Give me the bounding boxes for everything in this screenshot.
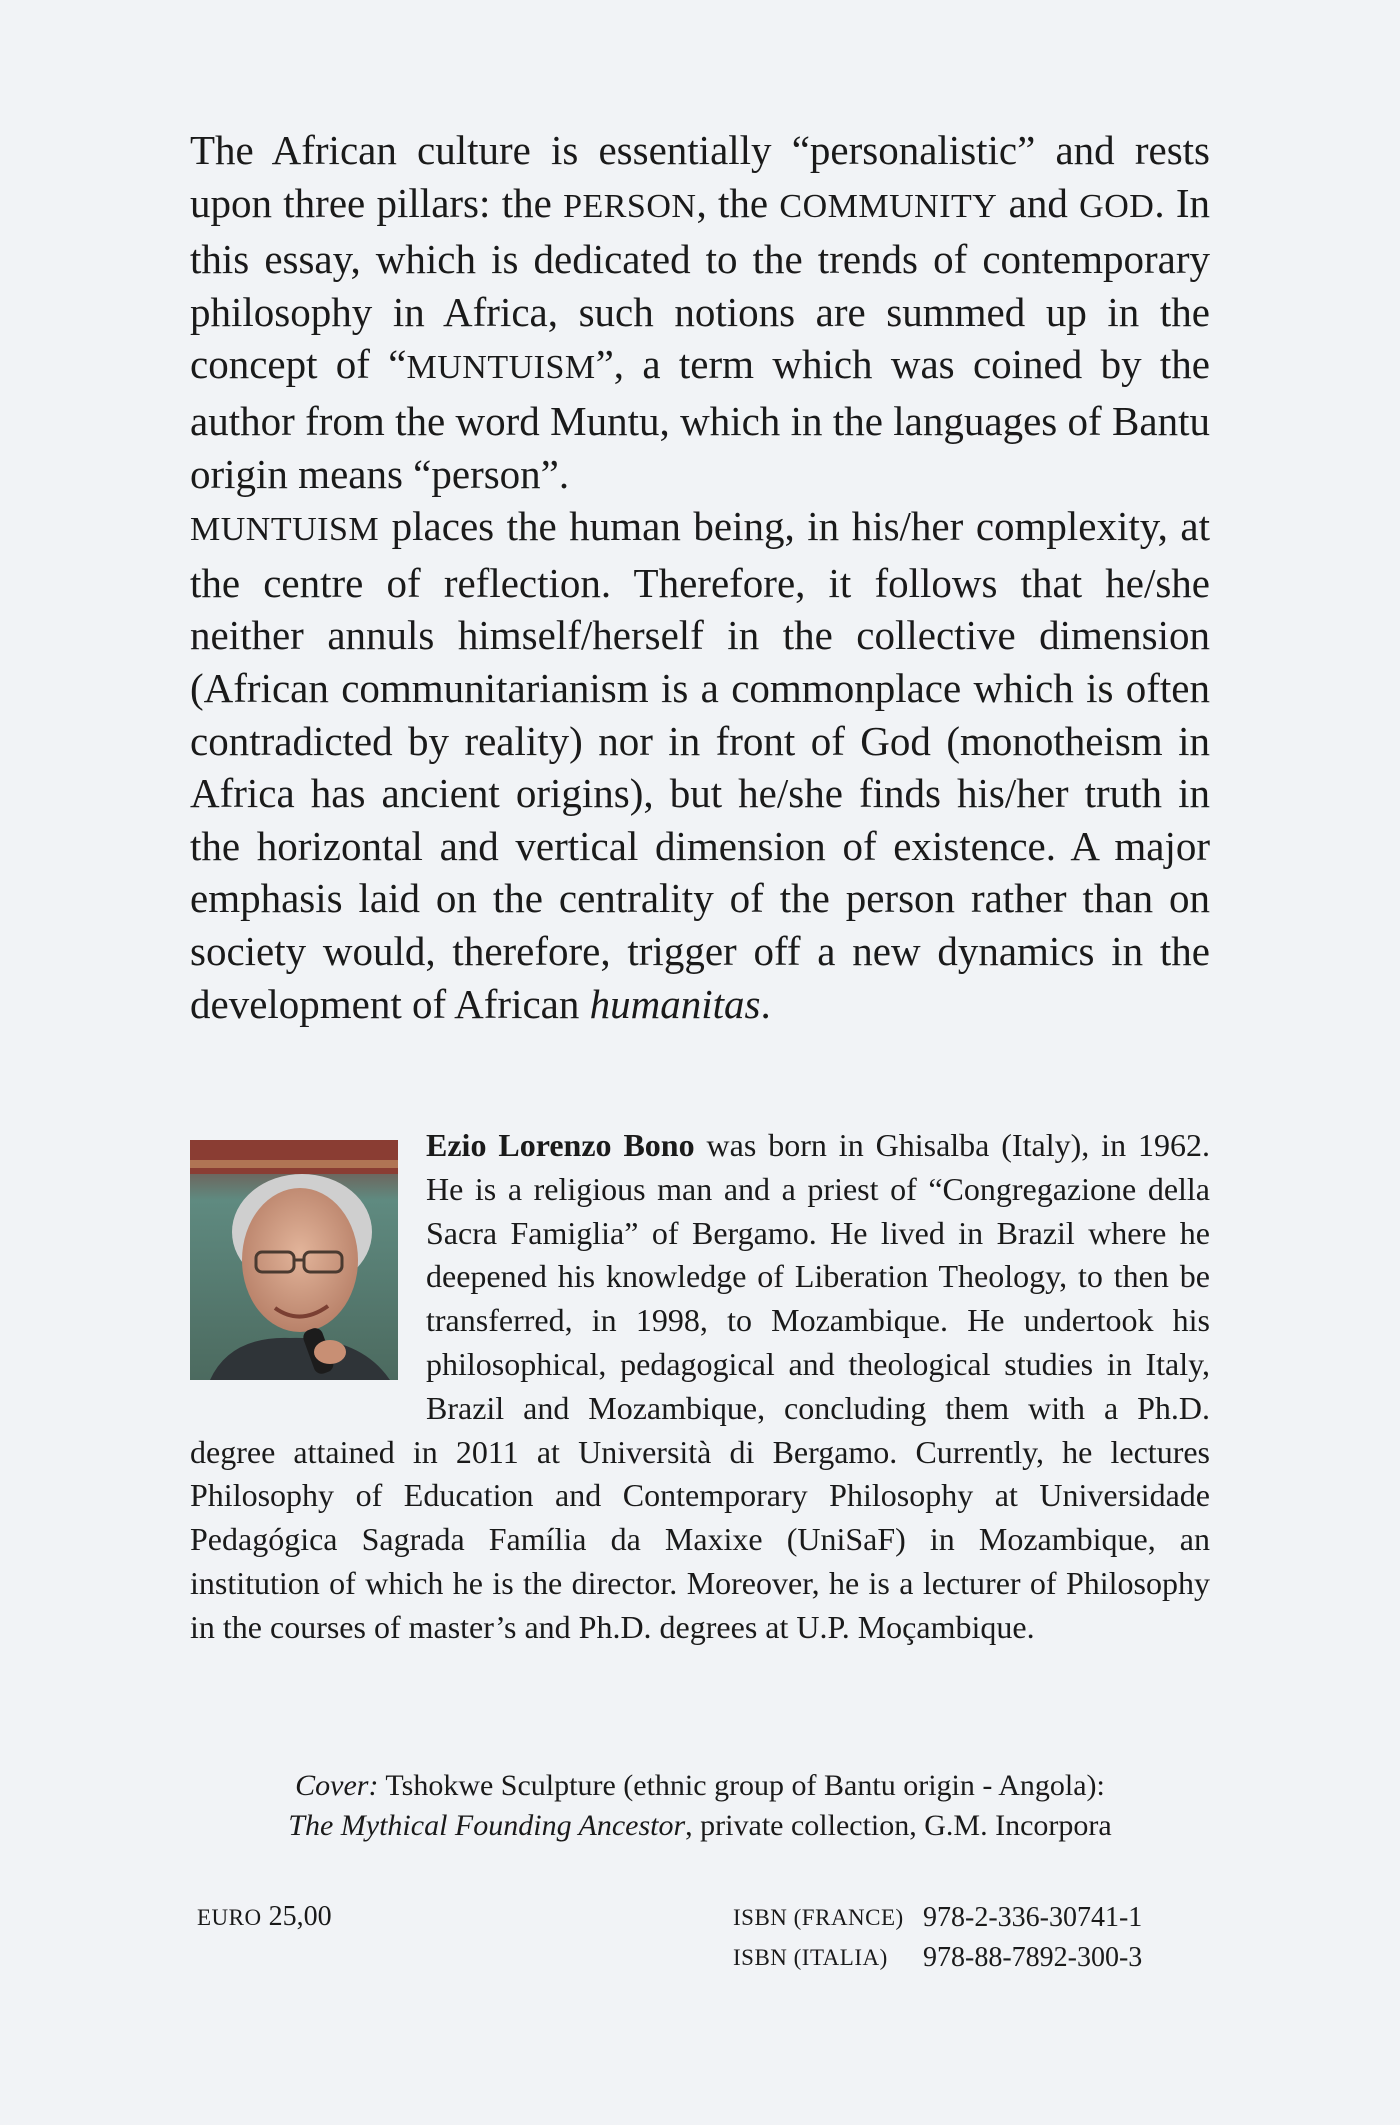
- description-paragraph-2: MUNTUISM places the human being, in his/her complexity, at the centre of reflection. Therefore, it follows that he/she neither annuls himself/herself in the collective dimension (African communitarianism is a commonplace which is often contradicted by reality) nor in front of God (monotheism in Africa has ancient origins), but he/she finds his/her truth in the horizontal and vertical dimension of existence. A major emphasis laid on the centrality of the person rather than on society would, therefore, trigger off a new dynamics in the development of African humanitas.: [190, 503, 1210, 1027]
- author-name: Ezio Lorenzo Bono: [426, 1127, 695, 1163]
- term-person: PERSON: [563, 187, 697, 225]
- book-description: [190, 124, 1210, 1030]
- author-bio-text: was born in Ghisalba (Italy), in 1962. He is a religious man and a priest of “Congregazione della Sacra Famiglia” of Bergamo. He lived in Brazil where he deepened his knowledge of Liberation Theology, to then be transferred, in 1998, to Mozambique. He undertook his philosophical, pedagogical and theological studies in Italy, Brazil and Mozambique, concluding them with a Ph.D. degree attained in 2011 at Università di Bergamo. Currently, he lectures Philosophy of Education and Contemporary Philosophy at Universidade Pedagógica Sagrada Família da Maxixe (UniSaF) in Mozambique, an institution of which he is the director. Moreover, he is a lecturer of Philosophy in the courses of master’s and Ph.D. degrees at U.P. Moçambique.: [190, 1127, 1211, 1645]
- isbn-row-france: [733, 1898, 1142, 1938]
- isbn-label: ISBN (ITALIA): [733, 1945, 888, 1970]
- isbn-block: [733, 1898, 1142, 1978]
- isbn-label: ISBN (FRANCE): [733, 1905, 904, 1930]
- term-community: COMMUNITY: [779, 187, 998, 225]
- isbn-value: 978-88-7892-300-3: [923, 1942, 1143, 1973]
- term-humanitas: humanitas: [589, 980, 761, 1027]
- price-amount: 25,00: [268, 1901, 332, 1932]
- description-paragraph-1: The African culture is essentially “personalistic” and rests upon three pillars: the PERSON, the COMMUNITY and GOD. In this essay, which is dedicated to the trends of contemporary philosophy in Africa, such notions are summed up in the concept of “MUNTUISM”, a term which was coined by the author from the word Muntu, which in the languages of Bantu origin means “person”.: [190, 127, 1211, 497]
- isbn-value: 978-2-336-30741-1: [923, 1902, 1143, 1933]
- term-god: GOD: [1079, 187, 1155, 225]
- term-muntuism: MUNTUISM: [406, 349, 596, 387]
- isbn-row-italia: [733, 1938, 1142, 1978]
- price: [197, 1898, 332, 1937]
- author-photo: [190, 1140, 398, 1380]
- cover-artwork-title: The Mythical Founding Ancestor: [288, 1809, 686, 1842]
- cover-credit: Cover: Tshokwe Sculpture (ethnic group of Bantu origin - Angola): The Mythical Founding Ancestor, private collection, G.M. Incorpora: [288, 1769, 1112, 1842]
- price-currency: EURO: [197, 1905, 262, 1930]
- term-muntuism-lead: MUNTUISM: [190, 511, 380, 549]
- author-bio: [190, 1124, 1210, 1650]
- cover-label: Cover:: [295, 1769, 379, 1802]
